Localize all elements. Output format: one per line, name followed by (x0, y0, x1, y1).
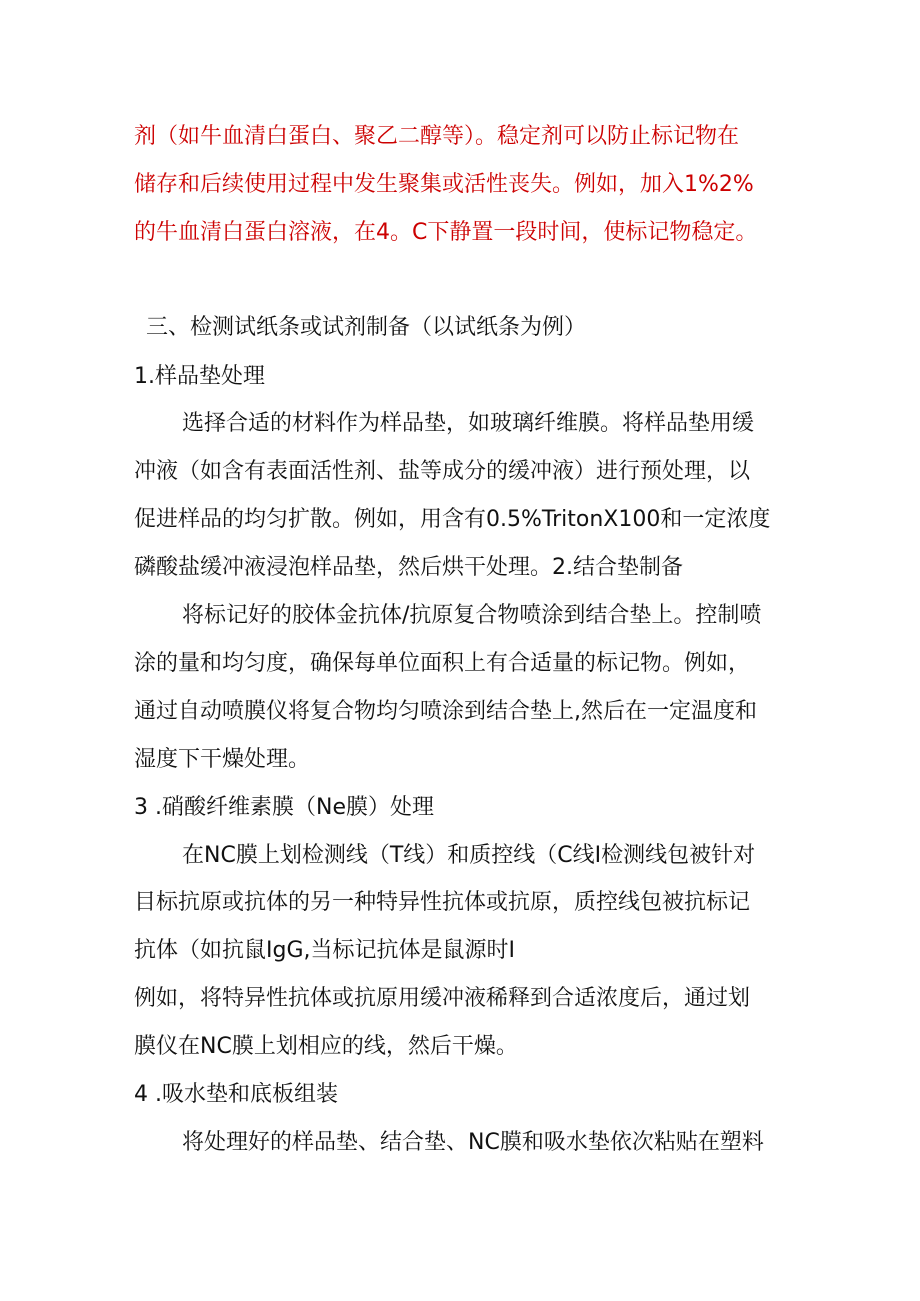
paragraph-line: 磷酸盐缓冲液浸泡样品垫，然后烘干处理。2.结合垫制备 (134, 555, 683, 580)
paragraph-line: 储存和后续使用过程中发生聚集或活性丧失。例如，加入1%2% (134, 172, 754, 197)
paragraph-line: 促进样品的均匀扩散。例如，用含有0.5%TritonX100和一定浓度 (134, 507, 771, 532)
paragraph-line: 湿度下干燥处理。 (134, 747, 311, 772)
paragraph-line: 剂（如牛血清白蛋白、聚乙二醇等）。稳定剂可以防止标记物在 (134, 124, 740, 149)
paragraph-line: 在NC膜上划检测线（T线）和质控线（C线I检测线包被针对 (182, 843, 756, 868)
paragraph-line: 抗体（如抗鼠IgG,当标记抗体是鼠源时I (134, 938, 515, 963)
paragraph-line: 通过自动喷膜仪将复合物均匀喷涂到结合垫上,然后在一定温度和 (134, 699, 757, 724)
paragraph-line: 膜仪在NC膜上划相应的线，然后干燥。 (134, 1034, 518, 1059)
section-heading: 三、检测试纸条或试剂制备（以试纸条为例） (146, 315, 587, 340)
paragraph-line: 冲液（如含有表面活性剂、盐等成分的缓冲液）进行预处理，以 (134, 459, 751, 484)
paragraph-line: 选择合适的材料作为样品垫，如玻璃纤维膜。将样品垫用缓 (182, 411, 755, 436)
paragraph-line: 例如，将特异性抗体或抗原用缓冲液稀释到合适浓度后，通过划 (134, 986, 751, 1011)
paragraph-line: 将处理好的样品垫、结合垫、NC膜和吸水垫依次粘贴在塑料 (182, 1130, 764, 1155)
paragraph-line: 的牛血清白蛋白溶液，在4。C下静置一段时间，使标记物稳定。 (134, 220, 758, 245)
paragraph-line: 将标记好的胶体金抗体/抗原复合物喷涂到结合垫上。控制喷 (182, 603, 762, 628)
step-title: 3 .硝酸纤维素膜（Ne膜）处理 (134, 795, 434, 820)
step-title: 1.样品垫处理 (134, 364, 265, 389)
paragraph-line: 目标抗原或抗体的另一种特异性抗体或抗原，质控线包被抗标记 (134, 890, 751, 915)
step-title: 4 .吸水垫和底板组装 (134, 1082, 338, 1107)
paragraph-line: 涂的量和均匀度，确保每单位面积上有合适量的标记物。例如， (134, 651, 751, 676)
